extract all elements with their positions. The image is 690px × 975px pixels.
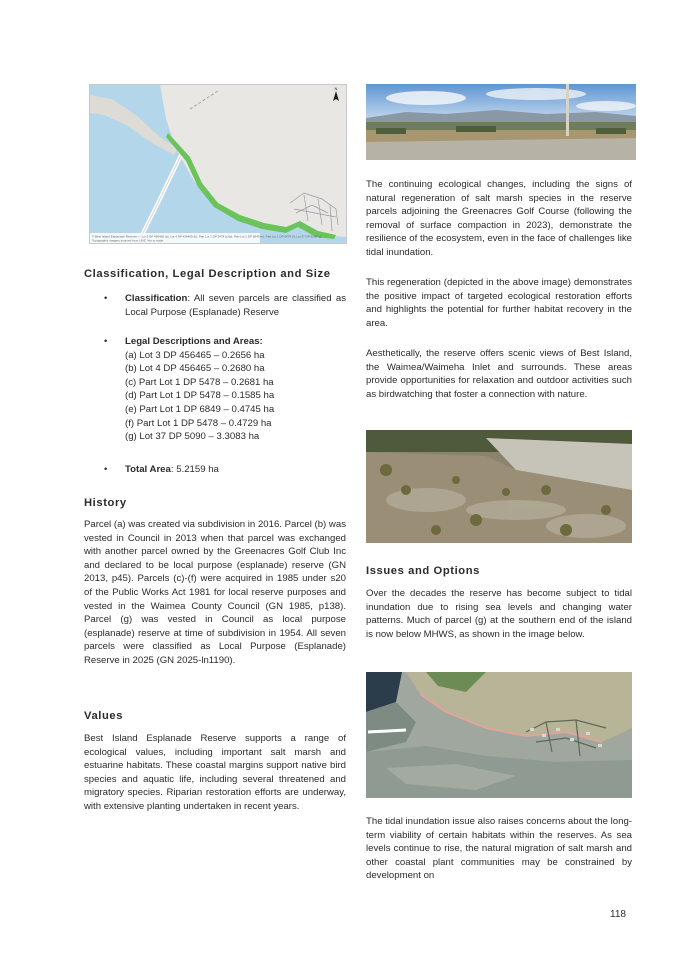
- aerial-inundation-photo-graphic: [366, 672, 632, 798]
- legal-item: (c) Part Lot 1 DP 5478 – 0.2681 ha: [125, 376, 274, 388]
- legal-item: (e) Part Lot 1 DP 6849 – 0.4745 ha: [125, 403, 275, 415]
- map-caption-line1: © Best Island Esplanade Reserve — Lot 3 DP 456465 (a), Lot 4 DP 456465 (b), Part Lot 1 DP 5478 (c)(d), Part Lot 1 DP 6849 (e), Part Lot 1 DP 5478 (f), Lot 37 DP 5090 (g): [92, 234, 322, 239]
- tidal-inundation-paragraph: The tidal inundation issue also raises concerns about the long-term viability of certain habitats within the reserves. As sea levels continue to rise, the natural migration of salt marsh and other coastal plant communities may be constrained by development on: [366, 816, 632, 882]
- salt-marsh-photo-graphic: [366, 84, 636, 160]
- regeneration-impact-paragraph: This regeneration (depicted in the above image) demonstrates the positive impact of targeted ecological restoration efforts and highlights the potential for further habitat recovery in the area.: [366, 277, 632, 329]
- total-area-bullet: [84, 463, 346, 477]
- legal-bullet: [84, 335, 346, 444]
- reserve-map-graphic: [90, 85, 346, 243]
- regeneration-paragraph: The continuing ecological changes, including the signs of natural regeneration of salt marsh species in the reserve parcels adjoining the Greenacres Golf Course (following the removal of surface compaction in 2023), demonstrate the resilience of the ecosystem, even in the face of challenges like tidal inundation.: [366, 179, 632, 258]
- reserve-ground-photo: [366, 430, 632, 543]
- map-caption-line2: Topographic imagery sourced from LINZ. Not to scale.: [92, 238, 164, 243]
- classification-heading: Classification, Legal Description and Size: [84, 268, 331, 280]
- bullet-icon: •: [104, 293, 108, 304]
- classification-bullet: [84, 292, 346, 319]
- issues-heading: Issues and Options: [366, 565, 480, 577]
- reserve-ground-photo-graphic: [366, 430, 632, 543]
- total-text: : 5.2159 ha: [170, 464, 219, 475]
- aesthetics-paragraph: Aesthetically, the reserve offers scenic views of Best Island, the Waimea/Waimeha Inlet and surrounds. These areas provide opportunities for relaxation and outdoor activities such as birdwatching that foster a connection with nature.: [366, 348, 632, 400]
- values-heading: Values: [84, 710, 124, 722]
- legal-colon: :: [259, 336, 263, 347]
- values-paragraph: Best Island Esplanade Reserve supports a range of ecological values, including important salt marsh and estuarine habitats. These coastal margins support native bird species and aquatic life, including several threatened and migratory species. Riparian restoration efforts are underway, with extensive planting undertaken in recent years.: [84, 733, 346, 812]
- salt-marsh-photo: [366, 84, 636, 160]
- classification-label: Classification: [125, 293, 188, 304]
- legal-item: (g) Lot 37 DP 5090 – 3.3083 ha: [125, 431, 260, 443]
- total-label: Total Area: [125, 464, 171, 475]
- legal-item: (b) Lot 4 DP 456465 – 0.2680 ha: [125, 363, 265, 375]
- legal-label: Legal Descriptions and Areas: [125, 336, 260, 347]
- aerial-inundation-photo: [366, 672, 632, 798]
- classification-text: : All seven parcels are classified as Local Purpose (Esplanade) Reserve: [125, 293, 346, 318]
- north-label: N: [334, 86, 338, 91]
- reserve-map: [89, 84, 347, 244]
- bullet-icon: •: [104, 464, 108, 475]
- history-heading: History: [84, 497, 127, 509]
- legal-item: (a) Lot 3 DP 456465 – 0.2656 ha: [125, 349, 265, 361]
- legal-item: (d) Part Lot 1 DP 5478 – 0.1585 ha: [125, 390, 275, 402]
- history-paragraph: Parcel (a) was created via subdivision in 2016. Parcel (b) was vested in Council in 2013 when that parcel was exchanged with another parcel owned by the Greenacres Golf Club Inc and declared to be local purpose (esplanade) reserve (GN 2013, p45). Parcels (c)-(f) were acquired in 1985 under s20 of the Public Works Act 1981 for local reserve purposes and vested in the Waimea County Council (GN 1985, p138). Parcel (g) was vested in Council as local purpose (esplanade) reserve at time of subdivision in 1954. All seven parcels were classified as Local Purpose (Esplanade) Reserve in 2025 (GN 2025-ln1190).: [84, 519, 346, 666]
- bullet-icon: •: [104, 336, 108, 347]
- legal-item: (f) Part Lot 1 DP 5478 – 0.4729 ha: [125, 417, 272, 429]
- issues-paragraph: Over the decades the reserve has become subject to tidal inundation due to rising sea levels and changing water patterns. Much of parcel (g) at the southern end of the island is now below MHWS, as shown in the image below.: [366, 588, 632, 640]
- page-number: 118: [610, 909, 626, 920]
